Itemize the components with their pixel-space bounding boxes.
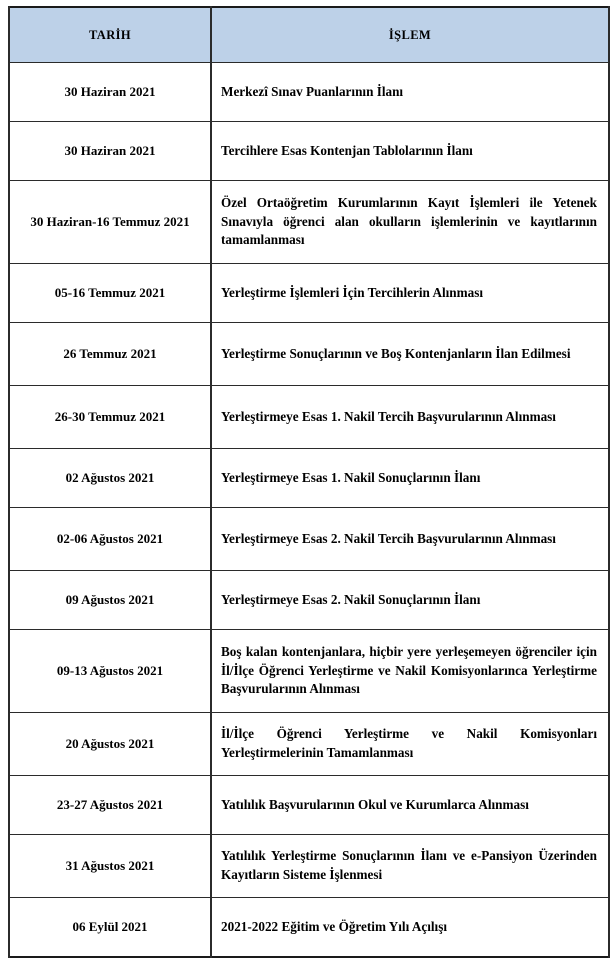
table-row	[9, 63, 609, 122]
cell-date: 02-06 Ağustos 2021	[9, 508, 211, 571]
cell-date: 30 Haziran-16 Temmuz 2021	[9, 181, 211, 264]
table-header	[9, 7, 609, 63]
cell-task	[211, 386, 609, 449]
cell-task	[211, 449, 609, 508]
cell-task-text: Yerleştirmeye Esas 2. Nakil Sonuçlarının İlanı	[221, 591, 481, 607]
schedule-table	[8, 6, 610, 958]
table-row	[9, 508, 609, 571]
cell-task	[211, 835, 609, 898]
cell-date: 05-16 Temmuz 2021	[9, 264, 211, 323]
table-row	[9, 264, 609, 323]
cell-task-text: Özel Ortaöğretim Kurumlarının Kayıt İşlemleri ile Yetenek Sınavıyla öğrenci alan okulların işlemlerinin ve kayıtlarının tamamlanması	[221, 194, 597, 248]
table-row	[9, 181, 609, 264]
cell-task-text: Yerleştirmeye Esas 1. Nakil Sonuçlarının İlanı	[221, 469, 481, 485]
cell-date: 26-30 Temmuz 2021	[9, 386, 211, 449]
cell-date: 30 Haziran 2021	[9, 122, 211, 181]
cell-task-text: Merkezî Sınav Puanlarının İlanı	[221, 83, 404, 99]
cell-date: 09 Ağustos 2021	[9, 571, 211, 630]
cell-task-text: Yatılılık Başvurularının Okul ve Kurumlarca Alınması	[221, 796, 529, 812]
table-row	[9, 898, 609, 958]
cell-date: 31 Ağustos 2021	[9, 835, 211, 898]
header-row	[9, 7, 609, 63]
table-row	[9, 713, 609, 776]
cell-date: 02 Ağustos 2021	[9, 449, 211, 508]
cell-task	[211, 508, 609, 571]
cell-task-text: Yerleştirme İşlemleri İçin Tercihlerin Alınması	[221, 284, 484, 300]
cell-task	[211, 264, 609, 323]
table-row	[9, 835, 609, 898]
table-row	[9, 122, 609, 181]
table-row	[9, 571, 609, 630]
table-row	[9, 386, 609, 449]
cell-task-text: Boş kalan kontenjanlara, hiçbir yere yerleşemeyen öğrenciler için İl/İlçe Öğrenci Yerleştirme ve Nakil Komisyonlarınca Yerleştirme Başvurularının Alınması	[221, 643, 597, 697]
cell-task	[211, 63, 609, 122]
cell-date: 26 Temmuz 2021	[9, 323, 211, 386]
cell-task-text: Yatılılık Yerleştirme Sonuçlarının İlanı ve e-Pansiyon Üzerinden Kayıtların Sisteme İşlenmesi	[221, 848, 597, 882]
table-body	[9, 63, 609, 958]
table-row	[9, 323, 609, 386]
cell-date: 09-13 Ağustos 2021	[9, 630, 211, 713]
column-header-task: İŞLEM	[211, 7, 609, 63]
cell-task	[211, 122, 609, 181]
cell-task	[211, 776, 609, 835]
cell-task	[211, 630, 609, 713]
cell-task	[211, 713, 609, 776]
cell-task-text: Yerleştirmeye Esas 2. Nakil Tercih Başvurularının Alınması	[221, 530, 556, 546]
cell-date: 20 Ağustos 2021	[9, 713, 211, 776]
cell-task-text: Yerleştirmeye Esas 1. Nakil Tercih Başvurularının Alınması	[221, 408, 556, 424]
cell-task	[211, 571, 609, 630]
cell-task-text: İl/İlçe Öğrenci Yerleştirme ve Nakil Komisyonları Yerleştirmelerinin Tamamlanması	[221, 726, 597, 760]
cell-task	[211, 898, 609, 958]
cell-task-text: Yerleştirme Sonuçlarının ve Boş Kontenjanların İlan Edilmesi	[221, 345, 571, 361]
column-header-date: TARİH	[9, 7, 211, 63]
cell-task	[211, 181, 609, 264]
table-row	[9, 449, 609, 508]
cell-task-text: Tercihlere Esas Kontenjan Tablolarının İlanı	[221, 142, 473, 158]
table-row	[9, 776, 609, 835]
cell-date: 06 Eylül 2021	[9, 898, 211, 958]
cell-date: 23-27 Ağustos 2021	[9, 776, 211, 835]
cell-task	[211, 323, 609, 386]
cell-date: 30 Haziran 2021	[9, 63, 211, 122]
schedule-table-container	[8, 6, 608, 958]
cell-task-text: 2021-2022 Eğitim ve Öğretim Yılı Açılışı	[221, 918, 447, 934]
table-row	[9, 630, 609, 713]
